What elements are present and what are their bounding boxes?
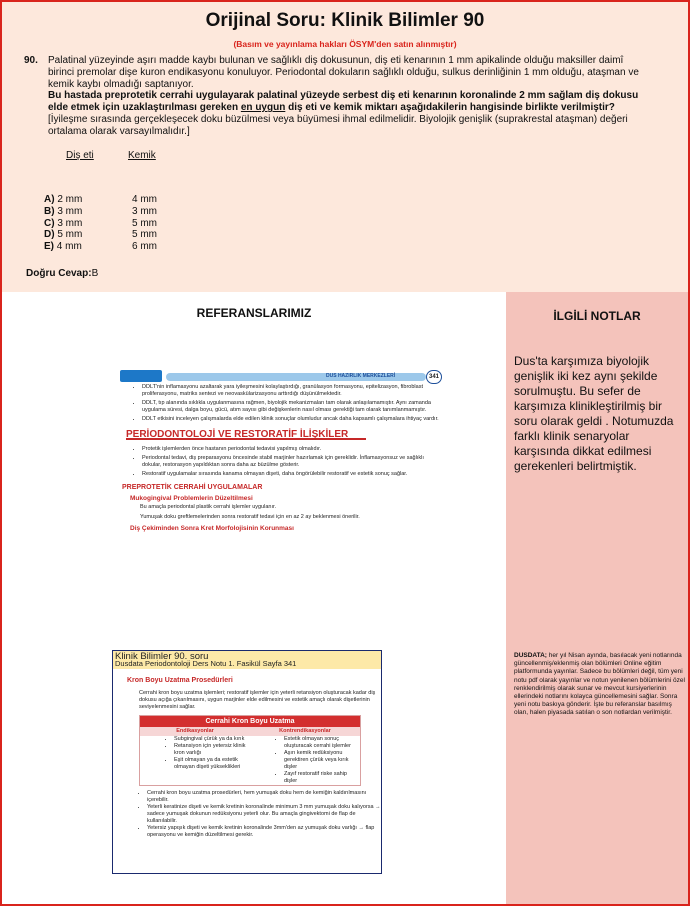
card-bullets: • Cerrahi kron boyu uzatma prosedürleri, hem yumuşak doku hem de kemiğin kaldırılmasını içerebilir. • Yeterli keratinize dişeti ve kemik kretinin koronalinde minimum 3 mm yumuşak doku kalıyorsa → sadece yumuşak dokunun redüksiyonu yeterli olur. Bu amaçla gingivektomi de flap de kullanılabilir. • Yetersiz yapışık dişeti ve kemik kretinin koronalinde 3mm'den az yumuşak doku varlığı → flap operasyonu ve kemiğin düzeltilmesi gerekir.	[113, 790, 381, 839]
correct-answer: Doğru Cevap:B	[26, 268, 99, 279]
page-title: Orijinal Soru: Klinik Bilimler 90	[205, 10, 485, 31]
book-bullets-mid: • Protetik işlemlerden önce hastanın periodontal tedavisi yapılmış olmalıdır. • Periodontal tedavi, diş preparasyonu öncesinde stabil marjinler hazırlamak için gereklidir. İnflamasyonsuz ve sağlıklı dokular, restorasyon yapıldıktan sonra daha az büzülme gösterir. • Restoratif uygulamalar sırasında kanama olmayan dişeti, daha öngörülebilir restoratif ve estetik sonuç sağlar.	[114, 446, 444, 478]
page-number: 341	[426, 370, 442, 384]
copyright-note: (Basım ve yayınlama hakları ÖSYM'den satın alınmıştır)	[233, 39, 457, 49]
question-note: [İyileşme sırasında gerçekleşecek doku büzülmesi veya büyümesi ihmal edilmelidir. Biyolojik genişlik (suprakrestal ataşman) değeri ortalama olarak varsayılmalıdır.]	[48, 113, 628, 137]
notes-text: Dus'ta karşımıza biyolojik genişlik iki kez aynı şekilde sorulmuştu. Bu sefer de karşımıza klinikleştirilmiş bir soru olarak geldi . Notumuzda farklı klinik senaryolar karşısında dikkat edilmesi gerekenleri belirtmiştik.	[514, 354, 674, 473]
reference-card-header: Klinik Bilimler 90. soru Dusdata Periodontoloji Ders Notu 1. Fasikül Sayfa 341	[113, 651, 381, 669]
column-header-bone: Kemik	[128, 150, 156, 161]
crown-lengthening-table: Cerrahi Kron Boyu Uzatma Endikasyonlar • Subgingival çürük ya da kırık • Retansiyon için yetersiz klinik kron varlığı • Eşit olmayan ya da estetik olmayan dişeti yükseklikleri Kontrendikasyonlar • Estetik olmayan sonuç oluşturacak cerrahi işlemler • Aşırı kemik redüksiyonu gerektiren çürük veya kırık dişler • Zayıf restoratif riske sahip dişler	[139, 715, 361, 786]
reference-page-image: DUS HAZIRLIK MERKEZLERİ 341 • DDLT'nin inflamasyonu azaltarak yara iyileşmesini kolaylaştırdığı, granülasyon formasyonu, epitelizasyon, fibroblast proliferasyonu, matriks sentezi ve neovaskülarizasyonu arttırdığı düşünülmektedir. • DDLT, tıp alanında sıklıkla uygulanmasına rağmen, biyolojik mekanizmaları tam olarak anlaşılamamıştır. Aynı zamanda uygulama süresi, dalga boyu, gücü, atım sayısı gibi değişkenlerin nasıl olması gerektiği tam olarak tanımlanmamıştır. • DDLT etkisini inceleyen çalışmalarda elde edilen klinik sonuçlar olumludur ancak daha kapsamlı çalışmalara ihtiyaç vardır. PERİODONTOLOJİ VE RESTORATİF İLİŞKİLER • Protetik işlemlerden önce hastanın periodontal tedavisi yapılmış olmalıdır. • Periodontal tedavi, diş preparasyonu öncesinde stabil marjinler hazırlamak için gereklidir. İnflamasyonsuz ve sağlıklı dokular, restorasyon yapıldıktan sonra daha az büzülme gösterir. • Restoratif uygulamalar sırasında kanama olmayan dişeti, daha öngörülebilir restoratif ve estetik sonuç sağlar. PREPROTETİK CERRAHİ UYGULAMALAR Mukogingival Problemlerin Düzeltilmesi Bu amaçla periodontal plastik cerrahi işlemler uygulanır. Yumuşak doku greftlemelerinden sonra restoratif tedavi için en az 2 ay beklenmesi önerilir. Diş Çekiminden Sonra Kret Morfolojisinin Korunması	[114, 370, 444, 644]
option-e[interactable]: E) 4 mm 6 mm	[44, 241, 157, 253]
reference-card: Klinik Bilimler 90. soru Dusdata Periodontoloji Ders Notu 1. Fasikül Sayfa 341 Kron Boyu Uzatma Prosedürleri Cerrahi kron boyu uzatma işlemleri; restoratif işlemler için yeterli retansiyon oluşturacak kadar diş dokusu açığa çıkarılmasını, uygun marjinler elde edilmesini ve estetik amaçlı olarak dişetlerinin seviyelenmesini sağlar. Cerrahi Kron Boyu Uzatma Endikasyonlar • Subgingival çürük ya da kırık • Retansiyon için yetersiz klinik kron varlığı • Eşit olmayan ya da estetik olmayan dişeti yükseklikleri Kontrendikasyonlar • Estetik olmayan sonuç oluşturacak cerrahi işlemler • Aşırı kemik redüksiyonu gerektiren çürük veya kırık dişler • Zayıf restoratif riske sahip dişler • Cerrahi kron boyu uzatma prosedürleri, hem yumuşak doku hem de kemiğin kaldırılmasını içerebilir. • Yeterli keratinize dişeti ve kemik kretinin koronalinde minimum 3 mm yumuşak doku kalıyorsa → sadece yumuşak dokunun redüksiyonu yeterli olur. Bu amaçla gingivektomi de flap de kullanılabilir. • Yetersiz yapışık dişeti ve kemik kretinin koronalinde 3mm'den az yumuşak doku varlığı → flap operasyonu ve kemiğin düzeltilmesi gerekir.	[112, 650, 382, 874]
column-header-gingiva: Diş eti	[66, 150, 94, 161]
book-header: DUS HAZIRLIK MERKEZLERİ 341	[114, 370, 444, 384]
book-bullets-top: • DDLT'nin inflamasyonu azaltarak yara iyileşmesini kolaylaştırdığı, granülasyon formasyonu, epitelizasyon, fibroblast proliferasyonu, matriks sentezi ve neovaskülarizasyonu arttırdığı düşünülmektedir. • DDLT, tıp alanında sıklıkla uygulanmasına rağmen, biyolojik mekanizmaları tam olarak anlaşılamamıştır. Aynı zamanda uygulama süresi, dalga boyu, gücü, atım sayısı gibi değişkenlerin nasıl olması gerektiği tam olarak tanımlanmamıştır. • DDLT etkisini inceleyen çalışmalarda elde edilen klinik sonuçlar olumludur ancak daha kapsamlı çalışmalara ihtiyaç vardır.	[114, 384, 444, 423]
book-section-title: PERİODONTOLOJİ VE RESTORATİF İLİŞKİLER	[126, 431, 366, 440]
question-stem: Palatinal yüzeyinde aşırı madde kaybı bulunan ve sağlıklı diş dokusunun, diş eti kenarının 1 mm apikalinde olduğu maksiller daimî birinci premolar dişe kuron endikasyonu konuluyor. Periodontal dokuların sağlıklı olduğu, sulkus derinliğinin 1 mm olduğu, ataşman ve kemik kaybı olmadığı saptanıyor.	[48, 55, 639, 90]
option-a[interactable]: A) 2 mm 4 mm	[44, 194, 157, 205]
option-b[interactable]: B) 3 mm 3 mm	[44, 205, 157, 217]
question-prompt: Bu hastada preprotetik cerrahi uygulayarak palatinal yüzeyde serbest diş eti kenarının koronalinde 2 mm sağlam diş dokusu elde etmek için uzaklaştırılması gereken en uygun diş eti ve kemik miktarı aşağıdakilerin hangisinde birlikte verilmiştir?	[48, 90, 639, 114]
answer-options	[44, 194, 157, 253]
dusdata-logo	[120, 370, 162, 382]
option-c[interactable]: C) 3 mm 5 mm	[44, 217, 157, 229]
references-title: REFERANSLARIMIZ	[196, 306, 312, 320]
notes-title: İLGİLİ NOTLAR	[553, 309, 641, 323]
notes-footnote: DUSDATA; her yıl Nisan ayında, basılacak yeni notlarında güncellenmiş/eklenmiş olan bölümleri Online eğitim platformunda yayınlar. Sadece bu bölümleri değil, tüm yeni notu pdf olarak yayınlar ve notun yenilenen bölümlerini özel renklendirilmiş olarak sunar ve mevcut kursiyerlerinin ellerindeki notlarını kolayca güncellemesini sağlar. Sonra yeni notu baskıya gönderir. İşte bu referanslar basılmış olan, halen piyasada satılan o son notlardan verilmiştir.	[514, 652, 685, 717]
option-d[interactable]: D) 5 mm 5 mm	[44, 229, 157, 241]
related-notes-panel	[506, 292, 688, 904]
question-text	[48, 55, 648, 138]
question-number: 90.	[24, 55, 38, 66]
